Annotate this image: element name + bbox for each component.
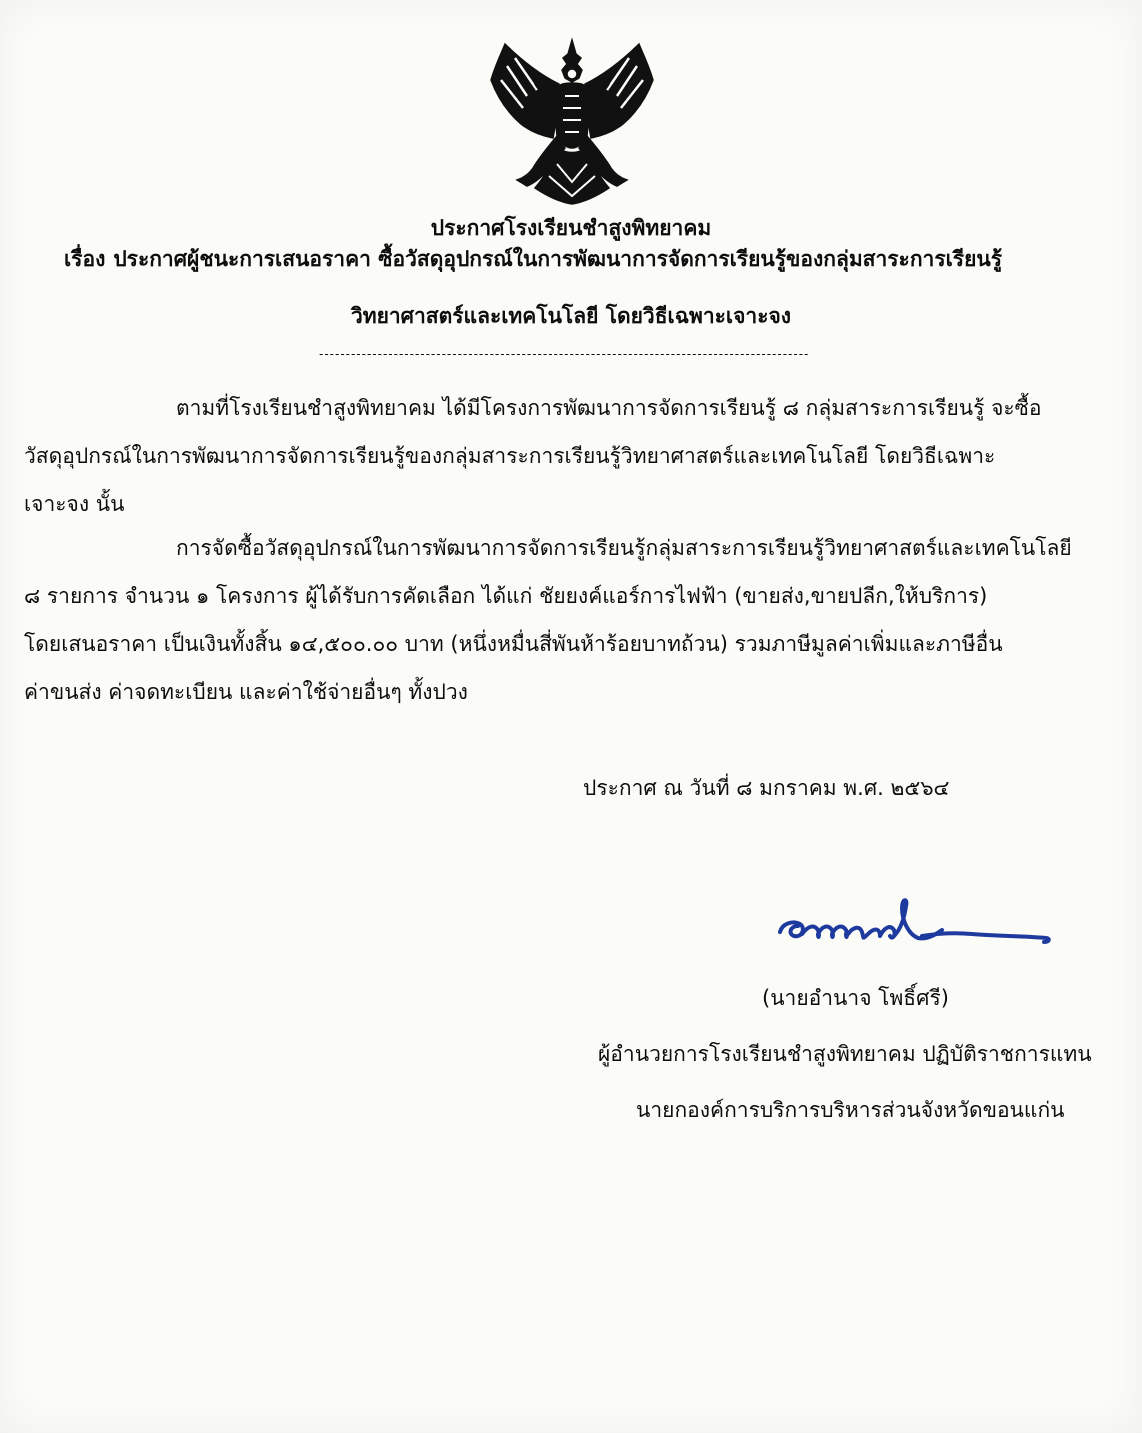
subject-line-2: วิทยาศาสตร์และเทคโนโลยี โดยวิธีเฉพาะเจาะจง xyxy=(350,304,792,328)
paragraph-line: ตามที่โรงเรียนชำสูงพิทยาคม ได้มีโครงการพัฒนาการจัดการเรียนรู้ ๘ กลุ่มสาระการเรียนรู้ จะซื้อ xyxy=(176,396,1042,420)
body-paragraph-1 xyxy=(24,384,1114,528)
paragraph-line: ค่าขนส่ง ค่าจดทะเบียน และค่าใช้จ่ายอื่นๆ ทั้งปวง xyxy=(24,680,468,704)
announcement-subject xyxy=(64,247,1104,272)
subject-label: เรื่อง xyxy=(64,247,106,271)
signer-position-line-2: นายกองค์การบริการบริหารส่วนจังหวัดขอนแก่น xyxy=(636,1098,1065,1122)
garuda-emblem-icon xyxy=(487,36,657,206)
paragraph-line: วัสดุอุปกรณ์ในการพัฒนาการจัดการเรียนรู้ของกลุ่มสาระการเรียนรู้วิทยาศาสตร์และเทคโนโลยี โดยวิธีเฉพาะ xyxy=(24,444,996,468)
paragraph-line: โดยเสนอราคา เป็นเงินทั้งสิ้น ๑๔,๕๐๐.๐๐ บาท (หนึ่งหมื่นสี่พันห้าร้อยบาทถ้วน) รวมภาษีมูลค่าเพิ่มและภาษีอื่น xyxy=(24,632,1003,656)
handwritten-signature xyxy=(772,890,1057,960)
paragraph-line: ๘ รายการ จำนวน ๑ โครงการ ผู้ได้รับการคัดเลือก ได้แก่ ชัยยงค์แอร์การไฟฟ้า (ขายส่ง,ขายปลีก,ให้บริการ) xyxy=(24,584,988,608)
announcement-date: ประกาศ ณ วันที่ ๘ มกราคม พ.ศ. ๒๕๖๔ xyxy=(583,776,950,800)
announcement-title: ประกาศโรงเรียนชำสูงพิทยาคม xyxy=(430,216,712,240)
separator-line: -------------------------------------------------------------------------------------------- xyxy=(319,348,810,360)
signer-position-line-1: ผู้อำนวยการโรงเรียนชำสูงพิทยาคม ปฏิบัติราชการแทน xyxy=(598,1042,1092,1066)
signer-name: (นายอำนาจ โพธิ์ศรี) xyxy=(762,986,949,1010)
paragraph-line: เจาะจง นั้น xyxy=(24,492,125,516)
paragraph-line: การจัดซื้อวัสดุอุปกรณ์ในการพัฒนาการจัดการเรียนรู้กลุ่มสาระการเรียนรู้วิทยาศาสตร์และเทคโนโลยี xyxy=(176,536,1072,560)
body-paragraph-2 xyxy=(24,524,1114,716)
subject-line-1: ประกาศผู้ชนะการเสนอราคา ซื้อวัสดุอุปกรณ์ในการพัฒนาการจัดการเรียนรู้ของกลุ่มสาระการเรียนรู้ xyxy=(113,247,1003,271)
